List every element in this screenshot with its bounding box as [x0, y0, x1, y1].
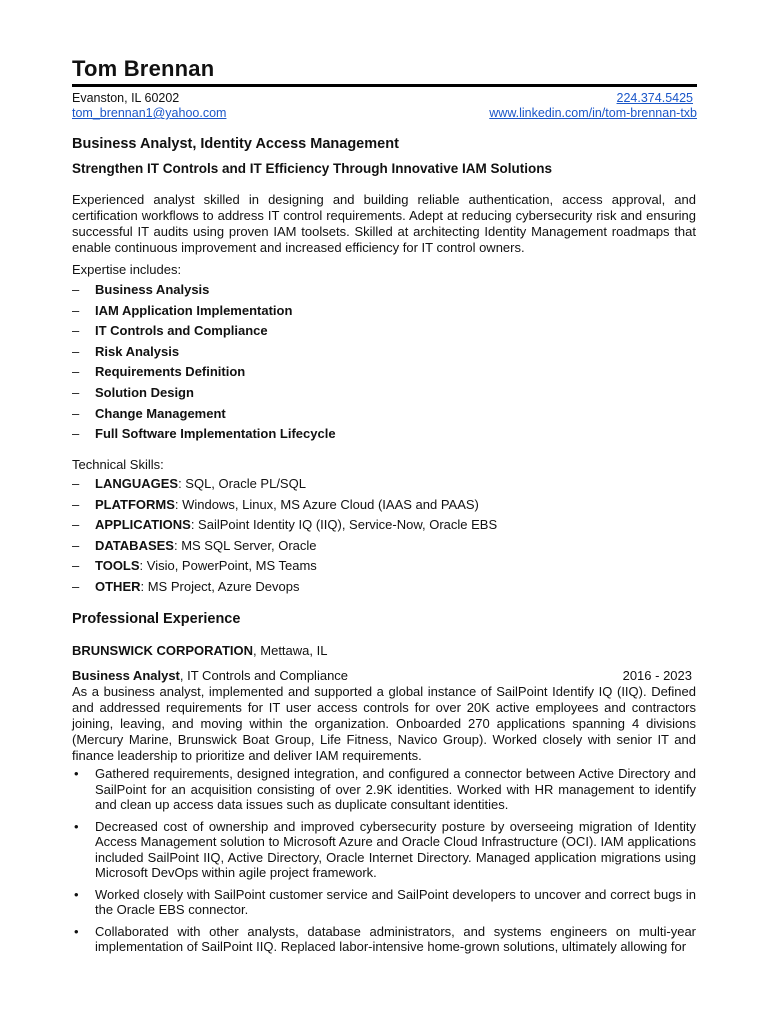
list-item: – Full Software Implementation Lifecycle — [72, 426, 336, 442]
list-item: – Risk Analysis — [72, 343, 180, 359]
list-item: – APPLICATIONS: SailPoint Identity IQ (IIQ), Service-Now, Oracle EBS — [72, 517, 498, 533]
skills-list — [72, 474, 696, 598]
experience-heading: Professional Experience — [72, 611, 241, 627]
list-item: • Collaborated with other analysts, database administrators, and systems engineers on multi-year implementation of SailPoint IIQ. Replaced labor-intensive home-grown solutions, ultimately allowing for — [74, 923, 696, 954]
list-item: – IT Controls and Compliance — [72, 323, 268, 339]
list-item: – OTHER: MS Project, Azure Devops — [72, 578, 300, 594]
summary-paragraph: Experienced analyst skilled in designing and building reliable authentication, access approval, and certification workflows to address IT control requirements. Adept at reducing cybersecurity risk and ensuring successful IT audits using proven IAM toolsets. Skilled at architecting Identity Management roadmaps that enable continuous improvement and increased efficiency for IT control owners. — [72, 192, 696, 255]
company-name: BRUNSWICK CORPORATION — [72, 643, 254, 658]
skills-label: Technical Skills: — [72, 457, 164, 472]
list-item: – LANGUAGES: SQL, Oracle PL/SQL — [72, 476, 306, 491]
location-text: Evanston, IL 60202 — [72, 91, 180, 105]
headline-subtitle: Strengthen IT Controls and IT Efficiency Through Innovative IAM Solutions — [72, 161, 553, 176]
job-description: As a business analyst, implemented and supported a global instance of SailPoint Identify IQ (IIQ). Defined and addressed requirements for IT user access controls for over 20K active employees and contractors joining, leaving, and moving within the organization. Onboarded 270 applications spanning 4 divisions (Mercury Marine, Brunswick Boat Group, Life Fitness, Navico Group). Worked closely with senior IT and finance leadership to prioritize and deliver IAM requirements. — [72, 684, 696, 763]
job-title-line — [72, 668, 696, 684]
expertise-list — [72, 280, 696, 445]
list-item: – Change Management — [72, 405, 226, 421]
phone-link[interactable]: 224.374.5425 — [616, 91, 693, 105]
list-item: – IAM Application Implementation — [72, 302, 293, 318]
contact-info — [72, 91, 697, 121]
list-item: – Requirements Definition — [72, 364, 246, 380]
list-item: – Solution Design — [72, 384, 194, 400]
list-item: – TOOLS: Visio, PowerPoint, MS Teams — [72, 558, 317, 574]
list-item: • Worked closely with SailPoint customer service and SailPoint developers to uncover and correct bugs in the Oracle EBS connector. — [74, 886, 696, 917]
expertise-label: Expertise includes: — [72, 262, 182, 277]
company-location: , Mettawa, IL — [253, 643, 328, 658]
job-years: 2016 - 2023 — [622, 668, 692, 683]
list-item: • Decreased cost of ownership and improved cybersecurity posture by overseeing migration of Identity Access Management solution to Microsoft Azure and Oracle Cloud Infrastructure (OCI). IAM applications included SailPoint IIQ, Active Directory, Oracle Internet Directory. Managed application migrations using Microsoft DevOps within agile project framework. — [74, 818, 696, 880]
email-link[interactable]: tom_brennan1@yahoo.com — [72, 106, 227, 120]
list-item: – PLATFORMS: Windows, Linux, MS Azure Cloud (IAAS and PAAS) — [72, 496, 479, 512]
job-role: Business Analyst — [72, 668, 180, 683]
header-divider — [72, 84, 697, 87]
list-item: – DATABASES: MS SQL Server, Oracle — [72, 537, 317, 553]
candidate-name: Tom Brennan — [72, 56, 215, 81]
list-item: • Gathered requirements, designed integration, and configured a connector between Active Directory and SailPoint for an acquisition consisting of over 2.9K identities. Worked with HR management to identify and clean up access data issues such as duplicate consultant identities. — [74, 766, 696, 812]
list-item: – Business Analysis — [72, 282, 210, 297]
company-line — [72, 643, 696, 659]
job-role-detail: , IT Controls and Compliance — [179, 668, 349, 683]
headline-title: Business Analyst, Identity Access Management — [72, 136, 399, 152]
job-bullets — [72, 766, 696, 961]
linkedin-link[interactable]: www.linkedin.com/in/tom-brennan-txb — [489, 106, 697, 120]
